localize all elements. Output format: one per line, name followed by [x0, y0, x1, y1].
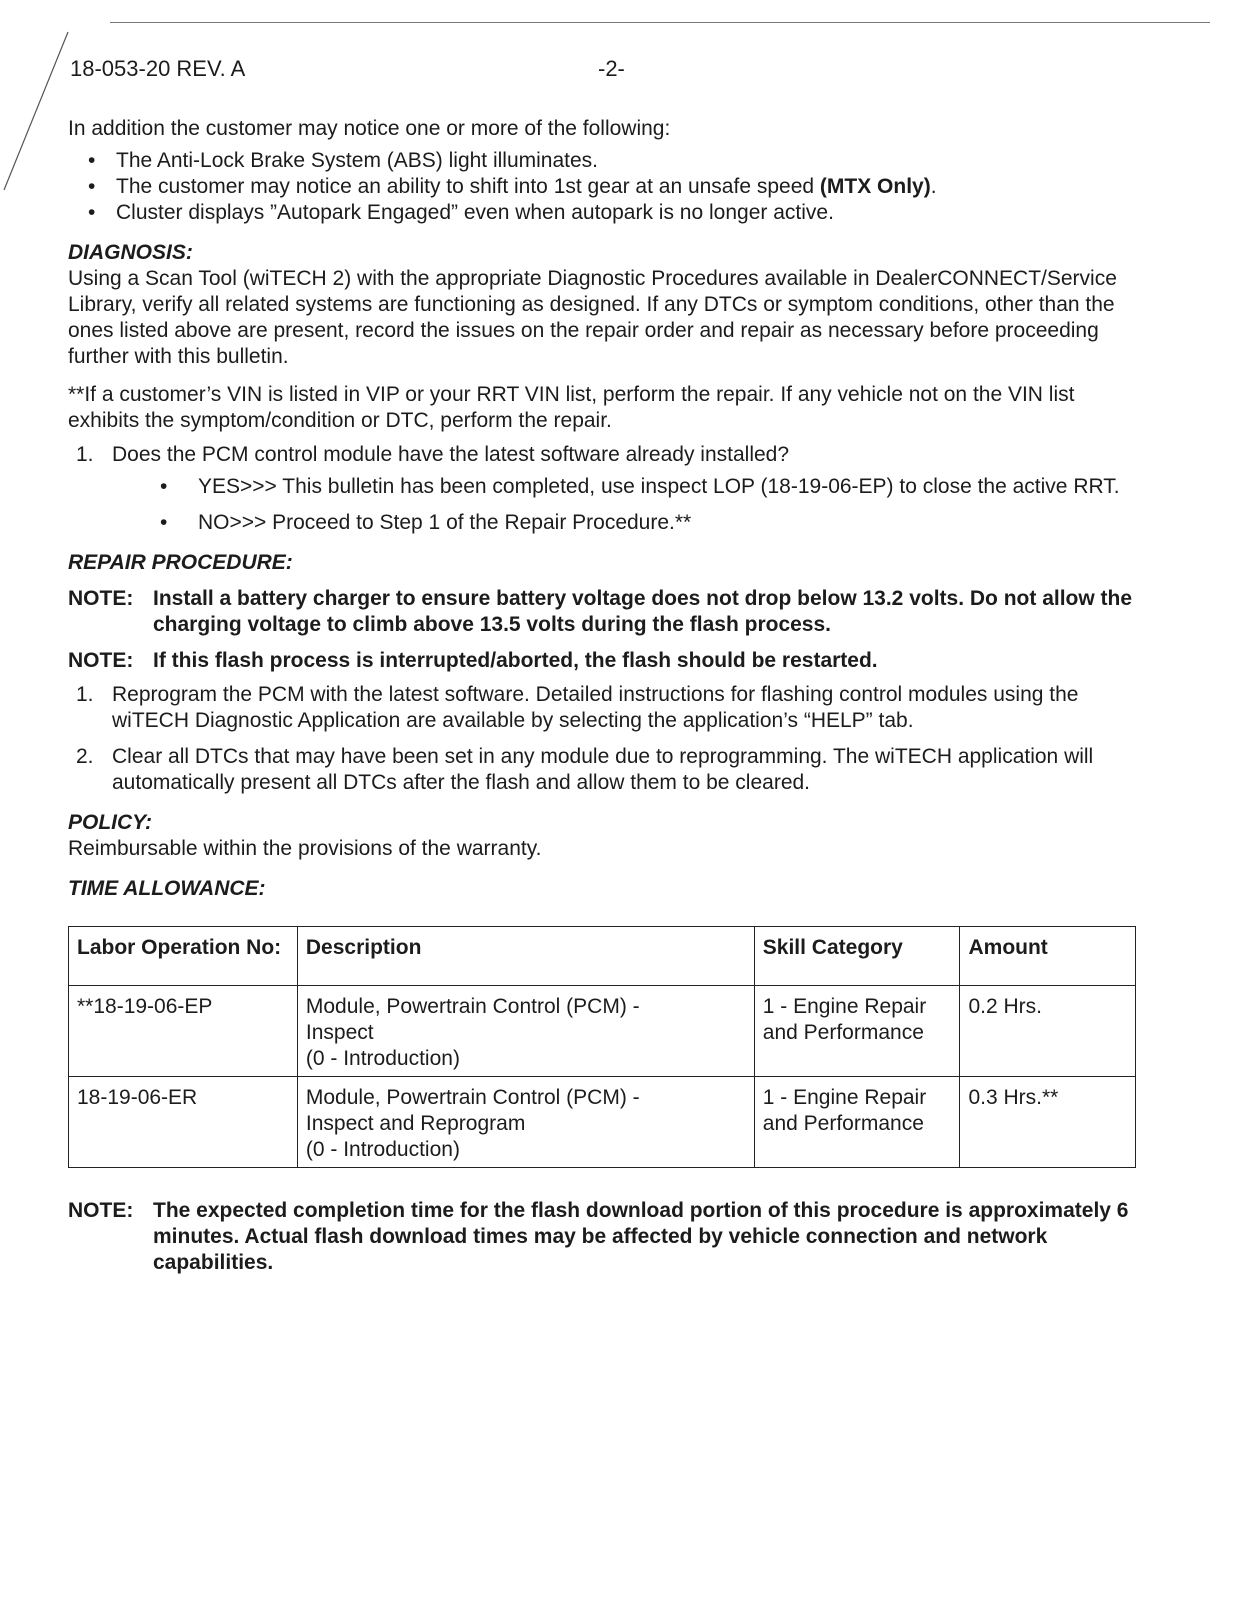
description-cell: Module, Powertrain Control (PCM) - Inspect (0 - Introduction)	[297, 986, 754, 1077]
intro-lead: In addition the customer may notice one or more of the following:	[68, 117, 671, 140]
document-body	[68, 116, 1148, 1276]
list-item: 2. Clear all DTCs that may have been set in any module due to reprogramming. The wiTECH application will automatically present all DTCs after the flash and allow them to be cleared.	[76, 745, 1094, 794]
skill-cell: 1 - Engine Repair and Performance	[754, 1077, 960, 1168]
labor-op-cell: **18-19-06-EP	[69, 986, 298, 1077]
diagnosis-title: DIAGNOSIS:	[68, 241, 193, 264]
list-item: • Cluster displays ”Autopark Engaged” even when autopark is no longer active.	[68, 200, 1148, 226]
page-number: -2-	[598, 56, 625, 81]
page-header	[70, 56, 1150, 86]
diagnosis-paragraph: Using a Scan Tool (wiTECH 2) with the appropriate Diagnostic Procedures available in DealerCONNECT/Service Library, verify all related systems are functioning as designed. If any DTCs or symptom conditions, other than the ones listed above are present, record the issues on the repair order and repair as necessary before proceeding further with this bulletin.	[68, 267, 1117, 368]
column-header: Amount	[960, 927, 1136, 986]
time-allowance-table	[68, 926, 1136, 1168]
repair-procedure-title: REPAIR PROCEDURE:	[68, 551, 293, 574]
symptom-list	[68, 148, 1148, 226]
repair-note-2: NOTE: If this flash process is interrupted/aborted, the flash should be restarted.	[68, 649, 878, 672]
scan-edge-line	[110, 22, 1210, 23]
table-row	[69, 986, 1136, 1077]
vin-paragraph: **If a customer’s VIN is listed in VIP or your RRT VIN list, perform the repair. If any vehicle not on the VIN list exhibits the symptom/condition or DTC, perform the repair.	[68, 383, 1075, 432]
list-item: • YES>>> This bulletin has been completed, use inspect LOP (18-19-06-EP) to close the active RRT.	[154, 474, 1148, 500]
list-item: • The customer may notice an ability to shift into 1st gear at an unsafe speed (MTX Only).	[68, 174, 1148, 200]
policy-title: POLICY:	[68, 811, 153, 834]
diagnosis-steps	[68, 442, 1148, 536]
policy-text: Reimbursable within the provisions of the warranty.	[68, 837, 542, 860]
list-item: 1. Reprogram the PCM with the latest software. Detailed instructions for flashing control modules using the wiTECH Diagnostic Application are available by selecting the application’s “HELP” tab.	[76, 683, 1079, 732]
time-allowance-title: TIME ALLOWANCE:	[68, 877, 266, 900]
document-id: 18-053-20 REV. A	[70, 56, 246, 81]
column-header: Description	[297, 927, 754, 986]
skill-cell: 1 - Engine Repair and Performance	[754, 986, 960, 1077]
table-header-row	[69, 927, 1136, 986]
amount-cell: 0.3 Hrs.**	[960, 1077, 1136, 1168]
table-row	[69, 1077, 1136, 1168]
mtx-only-label: (MTX Only)	[819, 175, 931, 198]
repair-steps	[68, 682, 1148, 796]
column-header: Skill Category	[754, 927, 960, 986]
labor-op-cell: 18-19-06-ER	[69, 1077, 298, 1168]
final-note: NOTE: The expected completion time for the flash download portion of this procedure is approximately 6 minutes. Actual flash download times may be affected by vehicle connection and network capabilities.	[68, 1199, 1129, 1274]
list-item: 1. Does the PCM control module have the latest software already installed? • YES>>> This bulletin has been completed, use inspect LOP (18-19-06-EP) to close the active RRT. • NO>>> Proceed to Step 1 of the Repair Procedure.**	[68, 442, 1148, 536]
repair-note-1: NOTE: Install a battery charger to ensure battery voltage does not drop below 13.2 volts. Do not allow the charging voltage to climb above 13.5 volts during the flash process.	[68, 587, 1133, 636]
scan-corner-mark	[0, 30, 70, 200]
list-item: • The Anti-Lock Brake System (ABS) light illuminates.	[68, 148, 1148, 174]
column-header: Labor Operation No:	[69, 927, 298, 986]
list-item: • NO>>> Proceed to Step 1 of the Repair Procedure.**	[154, 510, 1148, 536]
description-cell: Module, Powertrain Control (PCM) - Inspect and Reprogram (0 - Introduction)	[297, 1077, 754, 1168]
step1-options	[154, 474, 1148, 536]
amount-cell: 0.2 Hrs.	[960, 986, 1136, 1077]
